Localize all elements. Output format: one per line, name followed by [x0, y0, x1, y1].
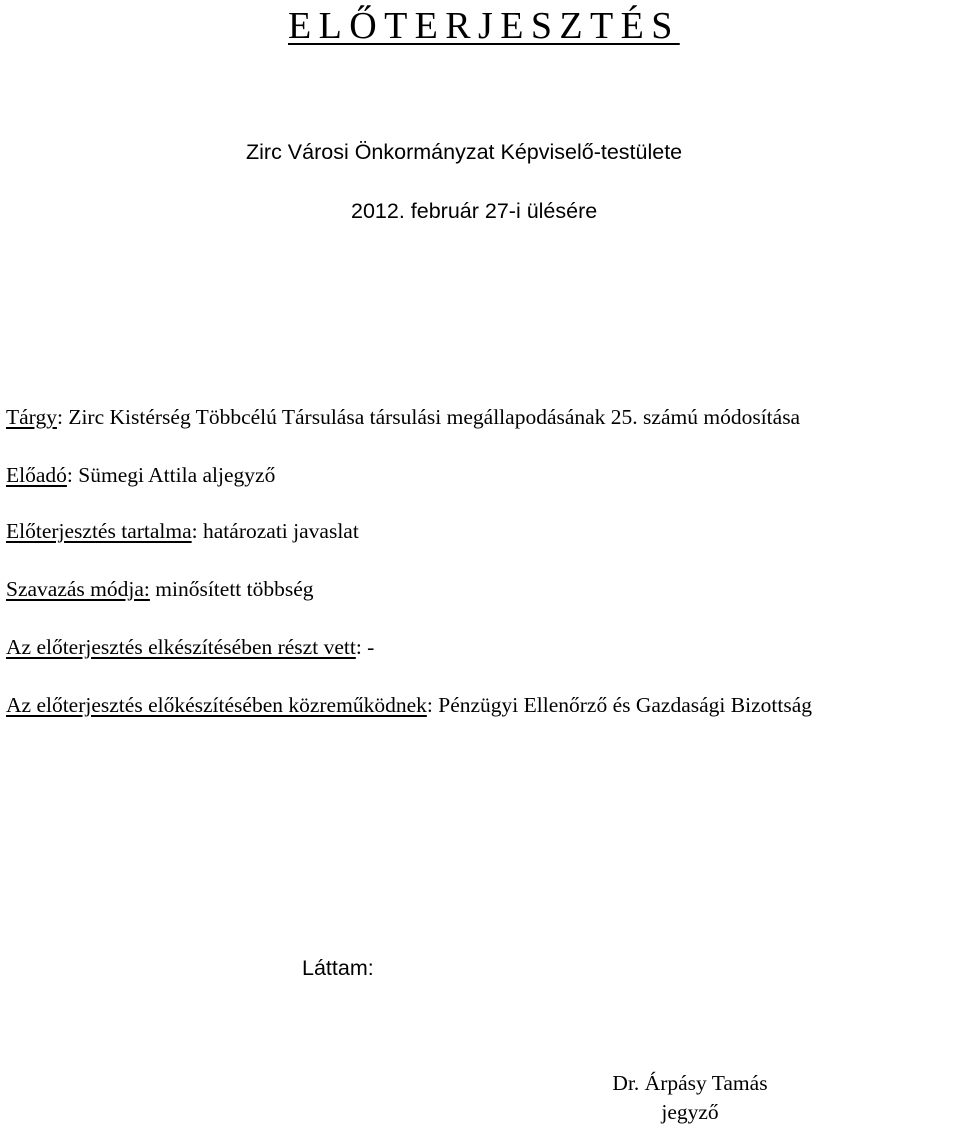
- contributors-row: [6, 692, 812, 718]
- presenter-label: Előadó: [6, 463, 67, 487]
- subject-value: Zirc Kistérség Többcélú Társulása társulási megállapodásának 25. számú módosítása: [68, 405, 801, 429]
- presenter-value: Sümegi Attila aljegyző: [78, 463, 276, 487]
- seen-label: Láttam:: [302, 956, 374, 980]
- contributors-label: Az előterjesztés előkészítésében közreműködnek: [6, 693, 427, 717]
- voting-label: Szavazás módja:: [6, 577, 150, 601]
- voting-row: [6, 576, 314, 602]
- content-separator: :: [191, 519, 204, 543]
- content-value: határozati javaslat: [203, 519, 359, 543]
- presenter-separator: :: [66, 463, 79, 487]
- contributors-value: Pénzügyi Ellenőrző és Gazdasági Bizottság: [438, 693, 812, 717]
- subject-separator: :: [56, 405, 69, 429]
- subject-label: Tárgy: [6, 405, 57, 429]
- meeting-date: 2012. február 27-i ülésére: [351, 199, 598, 223]
- content-row: [6, 518, 359, 544]
- prepared-row: [6, 634, 374, 660]
- addressee: Zirc Városi Önkormányzat Képviselő-testülete: [246, 140, 683, 164]
- document-title: ELŐTERJESZTÉS: [288, 5, 680, 47]
- prepared-value: -: [367, 635, 375, 659]
- presenter-row: [6, 462, 275, 488]
- voting-value: minősített többség: [155, 577, 314, 601]
- signer-name: Dr. Árpásy Tamás: [612, 1071, 768, 1095]
- signer-title: jegyző: [661, 1100, 719, 1124]
- prepared-separator: :: [355, 635, 368, 659]
- contributors-separator: :: [426, 693, 439, 717]
- prepared-label: Az előterjesztés elkészítésében részt vett: [6, 635, 356, 659]
- subject-row: [6, 404, 800, 430]
- content-label: Előterjesztés tartalma: [6, 519, 192, 543]
